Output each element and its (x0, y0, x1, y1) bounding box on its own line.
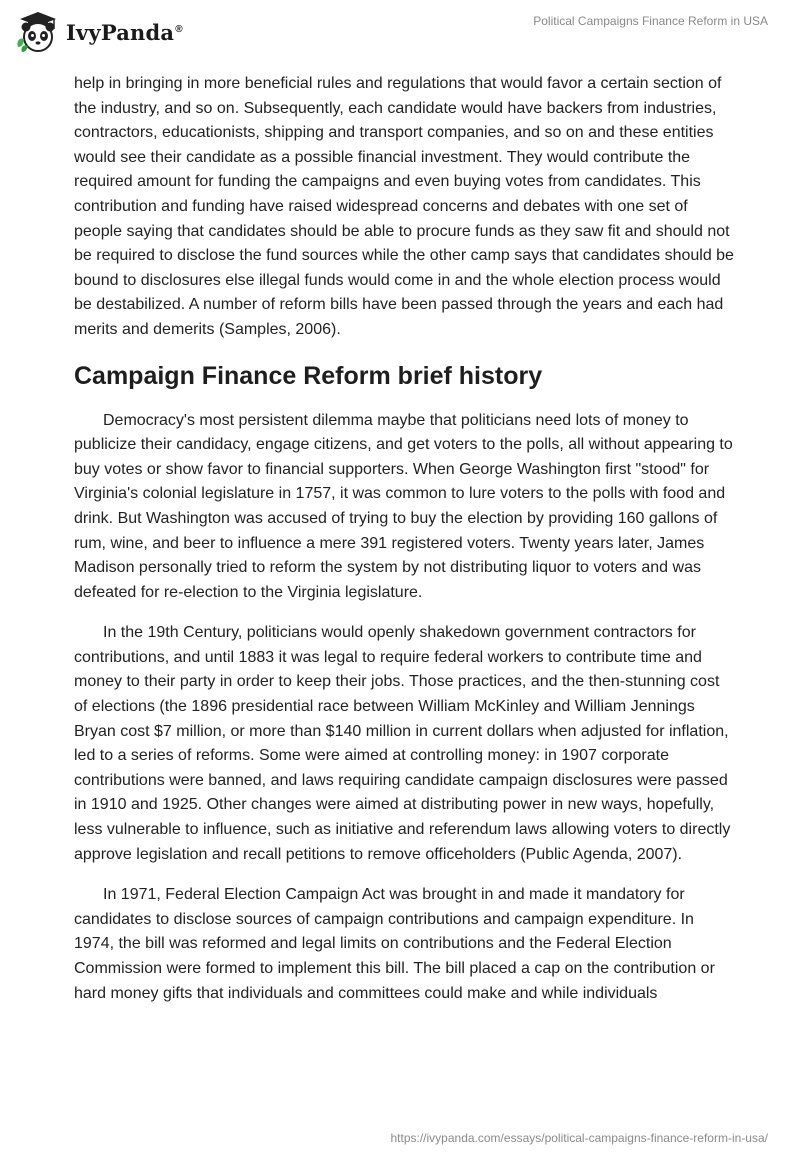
source-url-link[interactable]: https://ivypanda.com/essays/political-campaigns-finance-reform-in-usa/ (390, 1131, 768, 1145)
article-body (74, 72, 734, 1022)
paragraph: In the 19th Century, politicians would openly shakedown government contractors for contributions, and until 1883 it was legal to require federal workers to contribute time and money to their party in order to keep their jobs. Those practices, and the then-stunning cost of elections (the 1896 presidential race between William McKinley and William Jennings Bryan cost $7 million, or more than $140 million in current dollars when adjusted for inflation, led to a series of reforms. Some were aimed at controlling money: in 1907 corporate contributions were banned, and laws requiring candidate campaign disclosures were passed in 1910 and 1925. Other changes were aimed at distributing power in new ways, hopefully, less vulnerable to influence, such as initiative and referendum laws allowing voters to directly approve legislation and recall petitions to remove officeholders (Public Agenda, 2007). (74, 624, 731, 863)
paragraph: help in bringing in more beneficial rules and regulations that would favor a certain section of the industry, and so on. Subsequently, each candidate would have backers from industries, contractors, educationists, shipping and transport companies, and so on and these entities would see their candidate as a possible financial investment. They would contribute the required amount for funding the campaigns and even buying votes from candidates. This contribution and funding have raised widespread concerns and debates with one set of people saying that candidates should be able to procure funds as they saw fit and should not be required to disclose the fund sources while the other camp says that candidates should be bound to disclosures else illegal funds would come in and the whole election process would be destabilized. A number of reform bills have been passed through the years and each had merits and demerits (Samples, 2006). (74, 75, 734, 338)
panda-graduation-icon (14, 9, 60, 55)
section-heading: Campaign Finance Reform brief history (74, 361, 543, 390)
logo-text: IvyPanda® (66, 19, 183, 45)
paragraph: Democracy's most persistent dilemma maybe that politicians need lots of money to publicize their candidacy, engage citizens, and get voters to the polls, all without appearing to buy votes or show favor to financial supporters. When George Washington first "stood" for Virginia's colonial legislature in 1757, it was common to lure voters to the polls with food and drink. But Washington was accused of trying to buy the election by providing 160 gallons of rum, wine, and beer to influence a mere 391 registered voters. Twenty years later, James Madison personally tried to reform the system by not distributing liquor to voters and was defeated for re-election to the Virginia legislature. (74, 411, 733, 601)
document-title: Political Campaigns Finance Reform in USA (533, 14, 768, 28)
ivypanda-logo[interactable] (14, 8, 183, 56)
page-header (0, 0, 800, 64)
paragraph: In 1971, Federal Election Campaign Act was brought in and made it mandatory for candidates to disclose sources of campaign contributions and campaign expenditure. In 1974, the bill was reformed and legal limits on contributions and the Federal Election Commission were formed to implement this bill. The bill placed a cap on the contribution or hard money gifts that individuals and committees could make and while individuals (74, 886, 715, 1002)
